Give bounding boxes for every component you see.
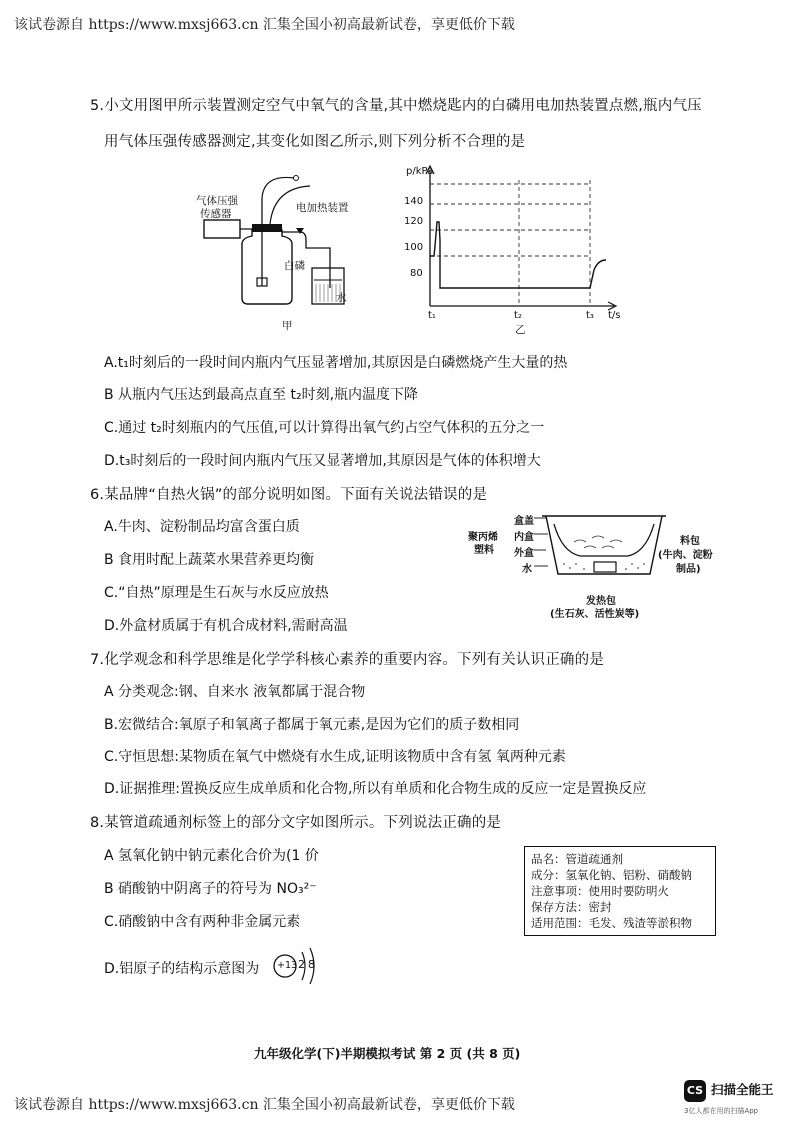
label-line-caution: 注意事项：使用时要防明火 [531, 884, 669, 898]
q8-option-a: A 氢氧化钠中钠元素化合价为(1 价 [104, 848, 319, 864]
q7-option-a: A 分类观念:钢、自来水 液氧都属于混合物 [104, 684, 366, 700]
label-line-usage: 适用范围：毛发、残渣等淤积物 [531, 916, 692, 930]
q6-stem: 6.某品牌“自热火锅”的部分说明如图。下面有关说法错误的是 [90, 487, 488, 503]
label-line-name: 品名：管道疏通剂 [531, 852, 623, 866]
heat-pack-label-2: (生石灰、活性炭等) [550, 609, 640, 620]
outer-box-label: 外盒 [514, 548, 534, 559]
graph-xtick-t2: t₂ [514, 310, 522, 321]
graph-ylabel: p/kPa [406, 166, 434, 177]
heat-pack [594, 562, 616, 572]
q8-option-d: D.铝原子的结构示意图为 [104, 961, 260, 977]
q6-option-d: D.外盒材质属于有机合成材料,需耐高温 [104, 618, 348, 634]
graph-ytick-80: 80 [410, 268, 423, 279]
q6-option-b: B 食用时配上蔬菜水果营养更均衡 [104, 552, 315, 568]
q5-option-a: A.t₁时刻后的一段时间内瓶内气压显著增加,其原因是白磷燃烧产生大量的热 [104, 355, 568, 371]
material-label-2: 塑料 [474, 545, 494, 556]
q7-option-d: D.证据推理:置换反应生成单质和化合物,所以有单质和化合物生成的反应一定是置换反应 [104, 781, 647, 797]
label-line-ingredients: 成分：氢氧化钠、铝粉、硝酸钠 [531, 868, 692, 882]
lid-label: 盒盖 [514, 516, 534, 527]
pressure-curve [430, 222, 606, 288]
graph-ytick-140: 140 [404, 196, 424, 207]
q5-stem-line2: 用气体压强传感器测定,其变化如图乙所示,则下列分析不合理的是 [104, 134, 526, 150]
q5-option-c: C.通过 t₂时刻瓶内的气压值,可以计算得出氧气约占空气体积的五分之一 [104, 420, 545, 436]
water-label-hotpot: 水 [522, 564, 532, 575]
graph-xlabel: t/s [608, 310, 621, 321]
product-label-box [524, 846, 716, 936]
q7-stem: 7.化学观念和科学思维是化学学科核心素养的重要内容。下列有关认识正确的是 [90, 652, 605, 668]
camscanner-logo-icon: CS [684, 1080, 706, 1102]
q8-stem: 8.某管道疏通剂标签上的部分文字如图所示。下列说法正确的是 [90, 815, 502, 831]
ingredient-pack-label-1: 料包 [680, 536, 700, 547]
q6-option-a: A.牛肉、淀粉制品均富含蛋白质 [104, 519, 300, 535]
graph-ytick-100: 100 [404, 242, 424, 253]
heater-label: 电加热装置 [296, 202, 349, 214]
graph-xtick-t3: t₃ [586, 310, 594, 321]
atom-shell-2: 8 [308, 958, 315, 971]
q6-option-c: C.“自热”原理是生石灰与水反应放热 [104, 585, 329, 601]
sensor-label-2: 传感器 [200, 208, 232, 220]
q8-option-c: C.硝酸钠中含有两种非金属元素 [104, 914, 301, 930]
atom-shell-1: 2 [298, 958, 305, 971]
q5-stem-line1: 5.小文用图甲所示装置测定空气中氧气的含量,其中燃烧匙内的白磷用电加热装置点燃,瓶内气压 [90, 98, 702, 114]
ingredient-pack-label-3: 制品) [676, 564, 701, 575]
water-label: 水 [336, 292, 347, 304]
graph-xtick-t1: t₁ [428, 310, 436, 321]
sensor-label-1: 气体压强 [196, 195, 238, 207]
q8-option-b: B 硝酸钠中阴离子的符号为 NO₃²⁻ [104, 881, 317, 897]
pressure-sensor-box [204, 220, 240, 238]
heat-pack-label-1: 发热包 [586, 596, 616, 607]
q7-option-b: B.宏微结合:氧原子和氧离子都属于氧元素,是因为它们的质子数相同 [104, 717, 520, 733]
phosphorus-label: 白磷 [284, 260, 305, 272]
q5-option-b: B 从瓶内气压达到最高点直至 t₂时刻,瓶内温度下降 [104, 387, 419, 403]
graph-ytick-120: 120 [404, 216, 424, 227]
page-info: 九年级化学(下)半期模拟考试 第 2 页 (共 8 页) [254, 1046, 521, 1061]
hotpot-figure [540, 512, 670, 592]
stopper [252, 224, 282, 232]
q7-option-c: C.守恒思想:某物质在氧气中燃烧有水生成,证明该物质中含有氢 氧两种元素 [104, 749, 566, 765]
header-watermark: 该试卷源自 https://www.mxsj663.cn 汇集全国小初高最新试卷，享更低价下载 [14, 17, 515, 33]
apparatus-caption: 甲 [282, 320, 293, 332]
inner-box [554, 524, 654, 556]
label-line-storage: 保存方法：密封 [531, 900, 612, 914]
inner-box-label: 内盒 [514, 532, 534, 543]
q5-option-d: D.t₃时刻后的一段时间内瓶内气压又显著增加,其原因是气体的体积增大 [104, 453, 541, 469]
atom-nucleus: +13 [277, 960, 298, 971]
scanner-name: 扫描全能王 [711, 1082, 774, 1097]
material-label-1: 聚丙烯 [468, 532, 498, 543]
footer-watermark: 该试卷源自 https://www.mxsj663.cn 汇集全国小初高最新试卷，享更低价下载 [14, 1097, 515, 1113]
ingredient-pack-label-2: (牛肉、淀粉 [658, 550, 713, 561]
graph-caption: 乙 [515, 324, 526, 336]
scanner-tagline: 3亿人都在用的扫描App [684, 1107, 759, 1115]
